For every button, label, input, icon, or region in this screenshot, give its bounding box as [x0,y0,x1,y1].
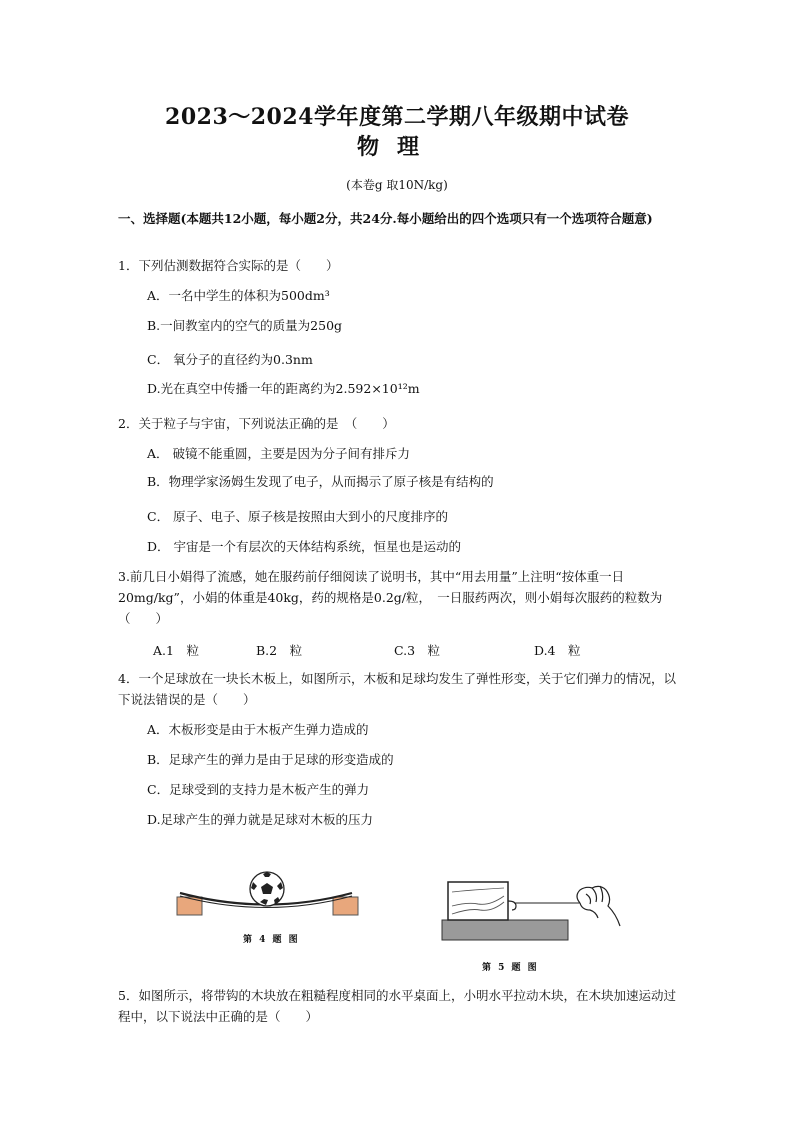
block-hook [508,901,516,910]
section-heading: 一、选择题(本题共12小题，每小题2分，共24分.每小题给出的四个选项只有一个选项符合题意) [118,211,653,226]
question-4-stem: 4．一个足球放在一块长木板上，如图所示，木板和足球均发生了弹性形变，关于它们弹力的情况，以下说法错误的是（ ） [118,671,676,707]
left-support-block [177,897,202,915]
exam-note: (本卷g 取10N/kg) [346,178,448,192]
question-3-option-b: B.2 粒 [256,643,303,658]
question-2-option-d: D． 宇宙是一个有层次的天体结构系统，恒星也是运动的 [147,539,461,554]
question-3-option-d: D.4 粒 [534,643,581,658]
question-2-option-a: A． 破镜不能重圆，主要是因为分子间有排斥力 [147,446,411,461]
figure-4-board-ball [170,868,370,928]
exam-title: 2023～2024学年度第二学期八年级期中试卷 [165,104,629,130]
question-1-option-a: A．一名中学生的体积为500dm³ [147,288,330,303]
question-4-option-b: B．足球产生的弹力是由于足球的形变造成的 [147,752,394,767]
question-1-option-c: C． 氧分子的直径约为0.3nm [147,352,313,367]
subject-title: 物理 [356,134,437,160]
question-4-option-a: A．木板形变是由于木板产生弹力造成的 [147,722,369,737]
table-surface [442,920,568,940]
figure-5-block-pull [440,872,630,947]
question-2-stem: 2．关于粒子与宇宙，下列说法正确的是 （ ） [118,416,395,431]
question-4-option-c: C．足球受到的支持力是木板产生的弹力 [147,782,370,797]
question-1-option-d: D.光在真空中传播一年的距离约为2.592×10¹²m [147,381,420,396]
question-3-option-a: A.1 粒 [153,643,199,658]
question-4-option-d: D.足球产生的弹力就是足球对木板的压力 [147,812,374,827]
question-5-stem: 5．如图所示，将带钩的木块放在粗糙程度相同的水平桌面上，小明水平拉动木块，在木块加速运动过程中，以下说法中正确的是（ ） [118,988,676,1024]
question-2-option-c: C． 原子、电子、原子核是按照由大到小的尺度排序的 [147,509,449,524]
question-3-option-c: C.3 粒 [394,643,441,658]
football-icon [250,872,284,906]
question-3-stem: 3.前几日小娟得了流感，她在服药前仔细阅读了说明书，其中“用去用量”上注明“按体重一日20mg/kg”，小娟的体重是40kg，药的规格是0.2g/粒， 一日服药两次，则小娟每次服药的粒数为（ ） [118,569,663,626]
question-2-option-b: B．物理学家汤姆生发现了电子，从而揭示了原子核是有结构的 [147,474,494,489]
figure-5-caption: 第 5 题 图 [482,963,539,973]
hand-icon [577,886,620,926]
question-1-stem: 1．下列估测数据符合实际的是（ ） [118,258,339,273]
wooden-block [448,882,508,920]
question-1-option-b: B.一间教室内的空气的质量为250g [147,318,343,333]
figure-4-caption: 第 4 题 图 [243,935,300,945]
